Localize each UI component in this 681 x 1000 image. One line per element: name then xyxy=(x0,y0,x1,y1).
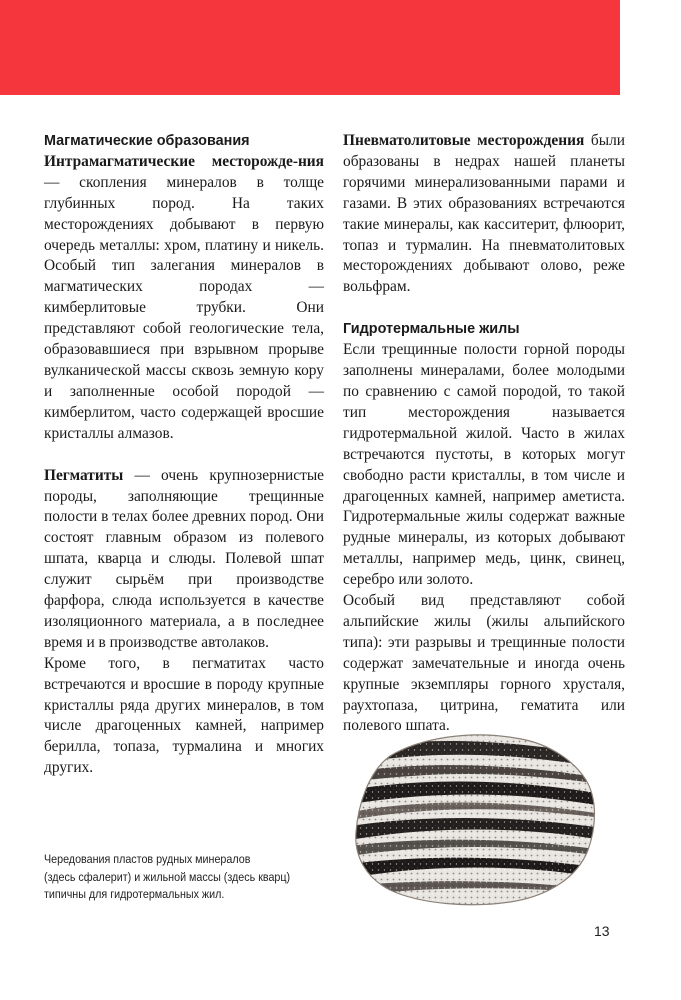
right-column xyxy=(343,131,625,737)
section-title-magmatic: Магматические образования xyxy=(44,133,250,149)
paragraph-pneumatolytic xyxy=(343,131,625,298)
term-pegmatite: Пегматиты xyxy=(44,466,124,484)
section-title-hydrothermal: Гидротермальные жилы xyxy=(343,321,520,338)
term-intramagmatic: Интрамагматические месторожде-ния xyxy=(44,152,324,170)
paragraph-intramagmatic xyxy=(44,152,324,445)
caption-line-1: Чередования пластов рудных минералов xyxy=(44,852,251,866)
text-pegmatite: — очень крупнозернистые породы, заполняющие трещинные полости в телах более древних пород. Они состоят главным образом из полевого шпата, кварца и слюды. Полевой шпат служит сырьём при производстве фарфора, слюда используется в качестве изоляционного материала, а в последнее время и в производстве автолаков. xyxy=(44,466,324,651)
term-pneumatolytic: Пневматолитовые месторождения xyxy=(343,132,585,149)
left-column xyxy=(44,131,324,779)
paragraph-alpine: Особый вид представляют собой альпийские жилы (жилы альпийского типа): эти разрывы и трещинные полости содержат замечательные и иногда очень крупные экземпляры горного хрусталя, раухтопаза, цитрина, гематита или полевого шпата. xyxy=(343,592,625,735)
caption-line-2: (здесь сфалерит) и жильной массы (здесь кварц) xyxy=(44,869,291,884)
text-intramagmatic: — скопления минералов в толще глубинных пород. На таких месторождениях добывают в первую очередь металлы: хром, платину и никель. Особый тип залегания минералов в магматических породах — кимберлитовые трубки. Они представляют собой геологические тела, образовавшиеся при взрывном прорыве вулканической массы сквозь земную кору и заполненные особой породой — кимберлитом, часто содержащей вросшие кристаллы алмазов. xyxy=(44,173,324,442)
specimen-photo xyxy=(350,728,602,908)
page-number: 13 xyxy=(594,923,610,939)
paragraph-pegmatite xyxy=(44,466,324,654)
paragraph-hydrothermal: Если трещинные полости горной породы заполнены минералами, более молодыми по сравнению с самой породой, то такой тип месторождения называется гидротермальной жилой. Часто в жилах встречаются пустоты, в которых могут свободно расти кристаллы, в том числе и драгоценных камней, например аметиста. Гидротермальные жилы содержат важные рудные минералы, из которых добывают металлы, например медь, цинк, свинец, серебро или золото. xyxy=(343,341,625,589)
photo-caption xyxy=(44,851,291,904)
banded-ore-specimen-icon xyxy=(350,728,602,908)
text-pneumatolytic: были образованы в недрах нашей планеты горячими минерализованными парами и газами. В этих образованиях встречаются такие минералы, как касситерит, флюорит, топаз и турмалин. На пневматолитовых месторождениях добывают олово, реже вольфрам. xyxy=(343,132,625,296)
paragraph-pegmatite-2: Кроме того, в пегматитах часто встречаются и вросшие в породу крупные кристаллы ряда других минералов, в том числе драгоценных камней, например берилла, топаза, турмалина и многих других. xyxy=(44,654,324,777)
caption-line-3: типичны для гидротермальных жил. xyxy=(44,887,225,901)
top-color-band xyxy=(0,0,620,95)
